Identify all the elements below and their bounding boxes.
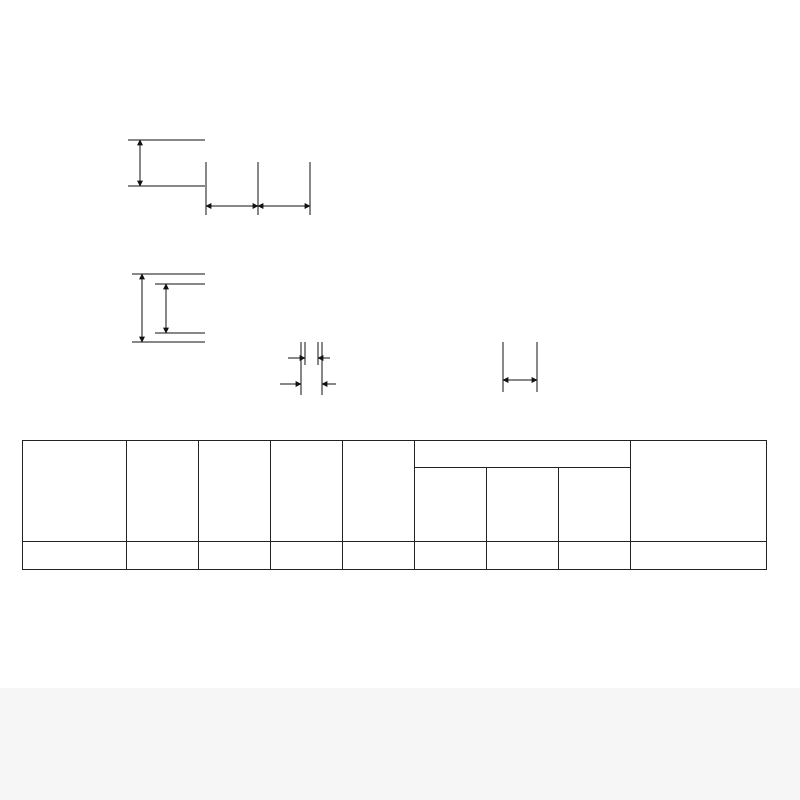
header-pitch xyxy=(127,441,199,542)
unit-l xyxy=(559,542,631,570)
header-depth xyxy=(343,441,415,542)
h2-dimension xyxy=(128,140,205,186)
header-chain xyxy=(23,441,127,542)
header-bush xyxy=(199,441,271,542)
header-inner xyxy=(487,468,559,541)
header-length xyxy=(559,468,630,541)
unit-d3 xyxy=(487,542,559,570)
unit-h2 xyxy=(343,542,415,570)
header-tensile xyxy=(631,441,767,542)
d1-dimension xyxy=(503,342,537,392)
units-blank xyxy=(23,542,127,570)
unit-p xyxy=(127,542,199,570)
header-outer xyxy=(415,468,487,541)
header-pin-group xyxy=(415,441,631,542)
unit-b1 xyxy=(271,542,343,570)
unit-q xyxy=(631,542,767,570)
unit-d1 xyxy=(199,542,271,570)
pitch-dimension xyxy=(206,162,310,215)
unit-d2 xyxy=(415,542,487,570)
units-row xyxy=(23,542,767,570)
bottom-band xyxy=(0,688,800,800)
d3-d2-dimension xyxy=(280,342,336,395)
length-dimension xyxy=(132,274,205,342)
header-width xyxy=(271,441,343,542)
spec-table xyxy=(22,440,767,570)
